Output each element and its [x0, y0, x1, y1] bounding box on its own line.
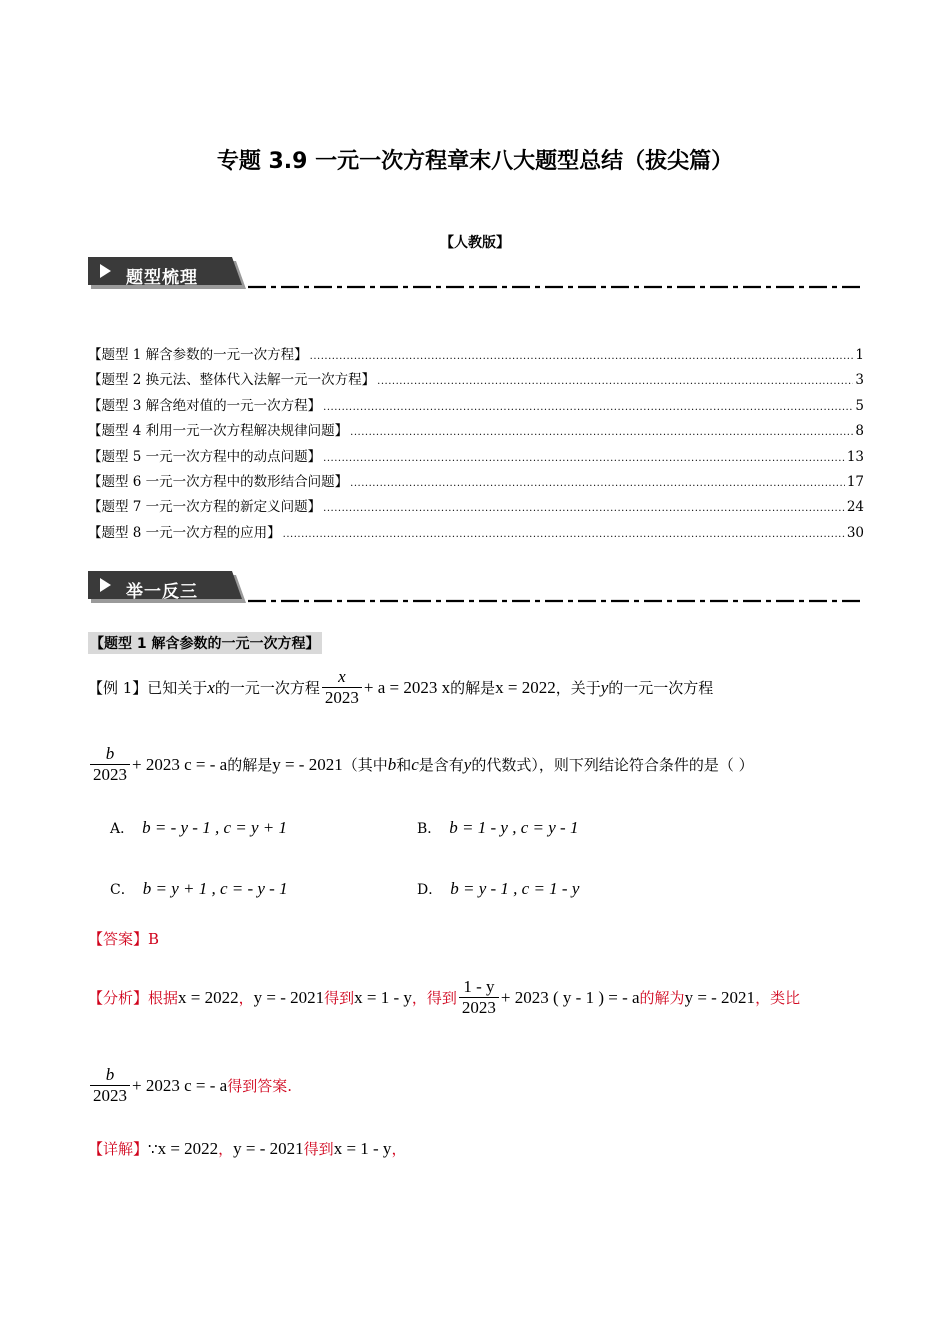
option-expression: b = - y - 1 , c = y + 1 [142, 818, 287, 837]
toc-label: 【题型 4 利用一元一次方程解决规律问题】 [88, 423, 349, 440]
toc-leader [283, 529, 845, 540]
detail-text: ， [218, 1140, 234, 1158]
fraction-numerator: b [105, 744, 115, 763]
examples-banner-label: 举一反三 [126, 582, 198, 602]
toc-leader [350, 427, 853, 438]
var-c: c [411, 754, 419, 774]
example-text: （其中 [342, 756, 388, 775]
toc-page: 5 [855, 397, 864, 414]
answer-label: 【答案】 [88, 930, 149, 948]
analysis-line-2 [88, 1066, 292, 1105]
toc-page: 30 [846, 524, 864, 541]
example-line-1 [88, 668, 713, 707]
toc-label: 【题型 1 解含参数的一元一次方程】 [88, 347, 308, 363]
toc-page: 17 [846, 473, 864, 490]
analysis-text: ， [238, 989, 254, 1008]
toc-item[interactable] [88, 394, 864, 419]
example-text: 的代数式），则下列结论符合条件的是（ ） [471, 756, 754, 775]
fraction [459, 978, 499, 1017]
toc-item[interactable] [88, 445, 864, 470]
var-x: x [207, 677, 215, 697]
analysis-math: x = 2022 [178, 987, 239, 1007]
option-a[interactable] [110, 818, 287, 838]
document-title: 专题 3.9 一元一次方程章末八大题型总结（拔尖篇） [216, 149, 734, 174]
toc-item[interactable] [88, 521, 864, 546]
toc-label: 【题型 3 解含绝对值的一元一次方程】 [88, 397, 322, 414]
analysis-math: + 2023 ( y - 1 ) = - a [500, 987, 640, 1007]
option-b[interactable] [417, 818, 578, 838]
example-text: 的一元一次方程 [214, 679, 320, 698]
toc-leader [323, 503, 845, 514]
option-letter: C． [110, 882, 135, 898]
example-text: 的解是 [227, 756, 273, 775]
outline-banner [88, 257, 863, 293]
analysis-text: 根据 [148, 989, 179, 1008]
toc-item[interactable] [88, 495, 864, 520]
equation: + 2023 c = - a [132, 754, 228, 774]
because-symbol: ∵ [148, 1139, 158, 1158]
toc-item[interactable] [88, 368, 864, 393]
var-y: y [463, 754, 472, 774]
answer-line [88, 928, 159, 949]
toc-leader [377, 376, 853, 387]
fraction-denominator: 2023 [90, 764, 130, 785]
example-line-2 [88, 745, 754, 784]
option-expression: b = y + 1 , c = - y - 1 [142, 879, 288, 898]
fraction-denominator: 2023 [90, 1085, 130, 1106]
toc-item[interactable] [88, 343, 864, 368]
detail-math: y = - 2021 [233, 1138, 304, 1158]
fraction [90, 745, 130, 784]
toc-label: 【题型 5 一元一次方程中的动点问题】 [88, 448, 322, 465]
toc-label: 【题型 8 一元一次方程的应用】 [88, 524, 281, 541]
examples-banner [88, 571, 863, 607]
fraction-numerator: x [338, 667, 346, 686]
toc-page: 3 [855, 372, 864, 389]
option-d[interactable] [417, 879, 579, 899]
analysis-text: 得到答案. [227, 1077, 292, 1096]
toc-page: 24 [846, 499, 864, 516]
fraction-denominator: 2023 [322, 687, 362, 708]
detail-math: x = 2022 [157, 1138, 219, 1158]
toc-leader [310, 351, 854, 362]
solution: y = - 2021 [272, 754, 343, 774]
detail-text: ， [391, 1140, 407, 1158]
analysis-math: + 2023 c = - a [132, 1075, 228, 1095]
table-of-contents [88, 343, 864, 546]
fraction-numerator: b [105, 1065, 115, 1084]
toc-leader [323, 402, 853, 413]
toc-leader [323, 453, 845, 464]
example-text: ，关于 [555, 679, 601, 698]
toc-page: 8 [855, 423, 864, 440]
option-expression: b = 1 - y , c = y - 1 [449, 818, 579, 837]
toc-item[interactable] [88, 470, 864, 495]
example-text: 是含有 [418, 756, 464, 775]
analysis-text: 得到 [324, 989, 355, 1008]
analysis-math: x = 1 - y [354, 987, 412, 1007]
detail-line [88, 1138, 406, 1159]
fraction [90, 1066, 130, 1105]
example-prefix: 【例 1】已知关于 [88, 679, 208, 698]
option-expression: b = y - 1 , c = 1 - y [450, 879, 580, 898]
toc-label: 【题型 6 一元一次方程中的数形结合问题】 [88, 473, 349, 490]
solution: x = 2022 [495, 677, 556, 697]
analysis-text: ，得到 [411, 989, 457, 1008]
option-letter: D． [417, 882, 443, 898]
toc-page: 1 [855, 347, 864, 363]
equation: + a = 2023 x [363, 677, 451, 697]
detail-math: x = 1 - y [333, 1138, 392, 1158]
option-c[interactable] [110, 879, 288, 899]
analysis-text: ，类比 [755, 989, 801, 1008]
var-y: y [600, 677, 609, 697]
fraction-numerator: 1 - y [463, 977, 495, 996]
analysis-math: y = - 2021 [253, 987, 325, 1007]
example-text: 和 [396, 756, 412, 775]
analysis-math: y = - 2021 [684, 987, 756, 1007]
toc-item[interactable] [88, 419, 864, 444]
fraction [322, 668, 362, 707]
examples-banner-graphic [88, 571, 863, 607]
outline-banner-label: 题型梳理 [126, 268, 198, 288]
section-heading: 【题型 1 解含参数的一元一次方程】 [88, 632, 322, 654]
outline-banner-graphic [88, 257, 863, 293]
option-letter: B． [417, 821, 442, 837]
option-letter: A． [110, 821, 135, 837]
fraction-denominator: 2023 [459, 997, 499, 1018]
toc-page: 13 [846, 448, 864, 465]
detail-label: 【详解】 [88, 1140, 149, 1158]
analysis-label: 【分析】 [88, 989, 149, 1008]
answer-value: B [148, 929, 160, 948]
toc-label: 【题型 2 换元法、整体代入法解一元一次方程】 [88, 372, 376, 389]
example-text: 的一元一次方程 [608, 679, 714, 698]
analysis-line-1 [88, 978, 800, 1017]
detail-text: 得到 [303, 1140, 334, 1158]
toc-label: 【题型 7 一元一次方程的新定义问题】 [88, 499, 322, 516]
example-text: 的解是 [450, 679, 496, 698]
toc-leader [350, 478, 845, 489]
analysis-text: 的解为 [639, 989, 685, 1008]
edition-label: 【人教版】 [440, 235, 510, 251]
var-b: b [387, 754, 397, 774]
